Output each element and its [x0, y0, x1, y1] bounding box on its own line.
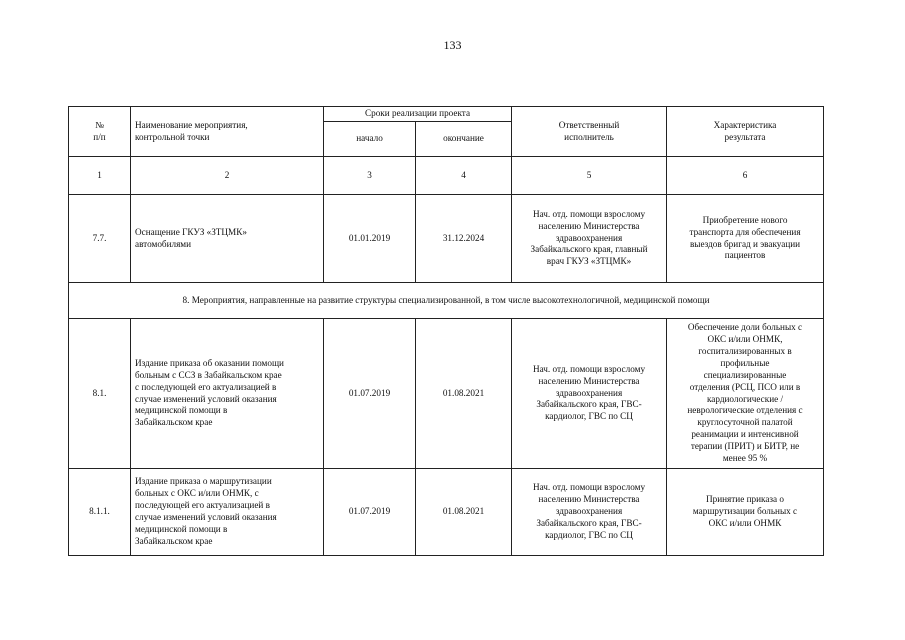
col-number: 1	[69, 157, 131, 195]
row-name: Издание приказа о маршрутизации больных с ОКС и/или ОНМК, с последующей его актуализацией в случае изменений условий оказания медицинской помощи в Забайкальском крае	[131, 469, 324, 556]
table-row	[69, 469, 824, 556]
row-name: Издание приказа об оказании помощи больным с ССЗ в Забайкальском крае с последующей его актуализацией в случае изменений условий оказания медицинской помощи в Забайкальском крае	[131, 319, 324, 469]
section-heading: 8. Мероприятия, направленные на развитие структуры специализированной, в том числе высокотехнологичной, медицинской помощи	[69, 283, 824, 319]
table-row	[69, 319, 824, 469]
row-end: 01.08.2021	[416, 319, 512, 469]
row-start: 01.07.2019	[324, 319, 416, 469]
row-num: 7.7.	[69, 195, 131, 283]
row-end: 31.12.2024	[416, 195, 512, 283]
row-result: Приобретение нового транспорта для обеспечения выездов бригад и эвакуации пациентов	[667, 195, 824, 283]
col-number: 6	[667, 157, 824, 195]
row-num: 8.1.1.	[69, 469, 131, 556]
col-number: 5	[512, 157, 667, 195]
table-header-row	[69, 107, 824, 122]
header-deadlines: Сроки реализации проекта	[324, 107, 512, 122]
col-number: 4	[416, 157, 512, 195]
header-responsible: Ответственный исполнитель	[512, 107, 667, 157]
page-number: 133	[443, 38, 462, 52]
col-number: 3	[324, 157, 416, 195]
header-name: Наименование мероприятия, контрольной точки	[131, 107, 324, 157]
row-result: Принятие приказа о маршрутизации больных с ОКС и/или ОНМК	[667, 469, 824, 556]
row-start: 01.01.2019	[324, 195, 416, 283]
row-end: 01.08.2021	[416, 469, 512, 556]
row-responsible: Нач. отд. помощи взрослому населению Министерства здравоохранения Забайкальского края, ГВС- кардиолог, ГВС по СЦ	[512, 469, 667, 556]
row-start: 01.07.2019	[324, 469, 416, 556]
measures-table	[68, 106, 824, 556]
header-result: Характеристика результата	[667, 107, 824, 157]
header-num: № п/п	[69, 107, 131, 157]
row-responsible: Нач. отд. помощи взрослому населению Министерства здравоохранения Забайкальского края, главный врач ГКУЗ «ЗТЦМК»	[512, 195, 667, 283]
section-row	[69, 283, 824, 319]
row-result: Обеспечение доли больных с ОКС и/или ОНМК, госпитализированных в профильные специализированные отделения (РСЦ, ПСО или в кардиологические / неврологические отделения с круглосуточной палатой реанимации и интенсивной терапии (ПРИТ) и БИТР, не менее 95 %	[667, 319, 824, 469]
col-number: 2	[131, 157, 324, 195]
header-start: начало	[324, 122, 416, 157]
row-name: Оснащение ГКУЗ «ЗТЦМК» автомобилями	[131, 195, 324, 283]
table-row	[69, 195, 824, 283]
row-responsible: Нач. отд. помощи взрослому населению Министерства здравоохранения Забайкальского края, ГВС- кардиолог, ГВС по СЦ	[512, 319, 667, 469]
column-number-row	[69, 157, 824, 195]
row-num: 8.1.	[69, 319, 131, 469]
header-end: окончание	[416, 122, 512, 157]
